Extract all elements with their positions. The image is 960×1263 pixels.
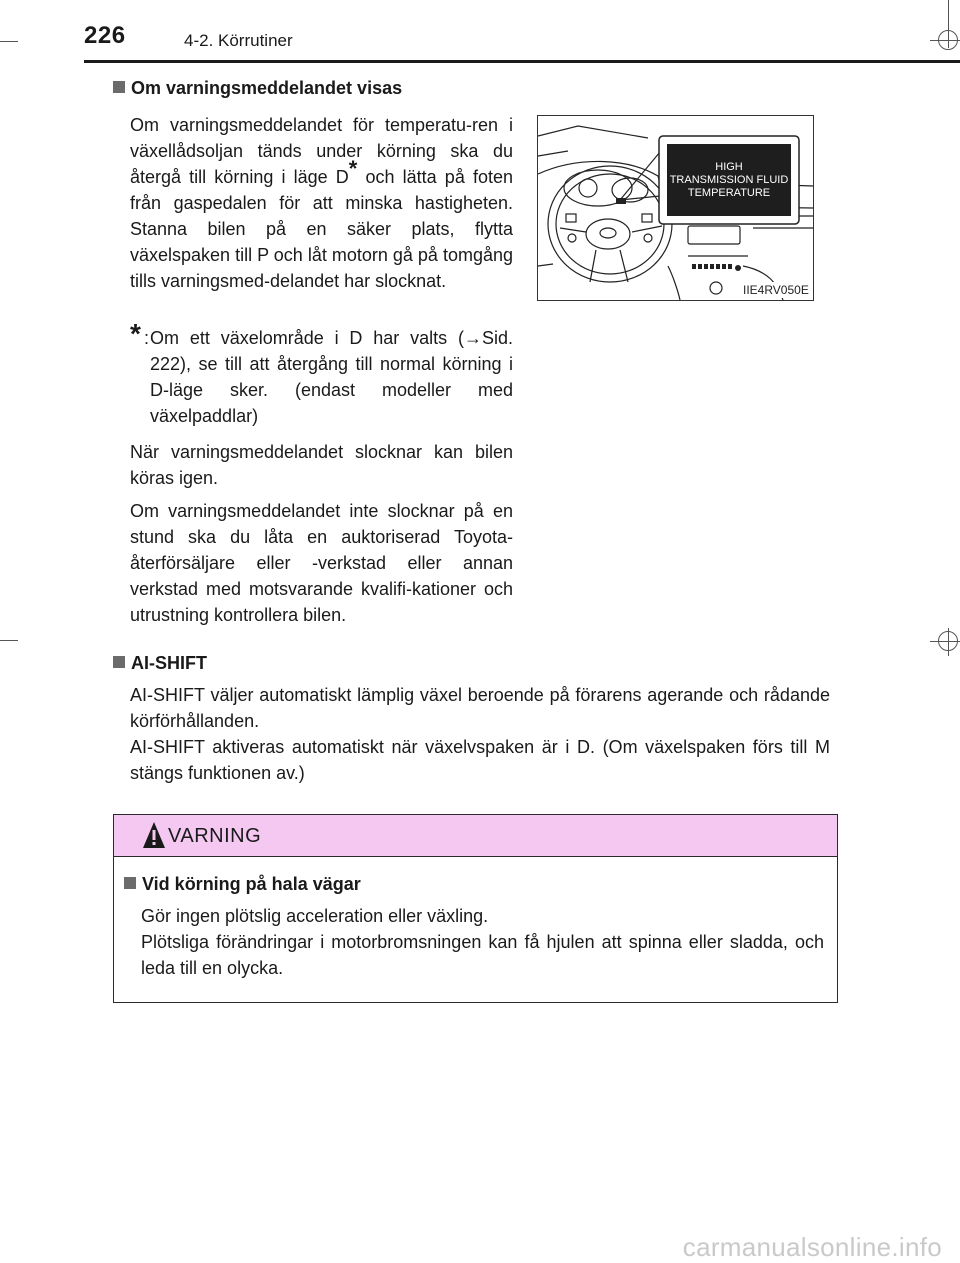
footnote-colon: : — [144, 328, 150, 348]
warning-heading — [124, 874, 361, 895]
footnote-text: Om ett växelområde i D har valts (→Sid. 222), se till att återgång till normal körning i D-läge sker. (endast modeller med växelpaddlar) — [150, 328, 513, 426]
warning-header — [114, 815, 837, 857]
paragraph-text: Om varningsmeddelandet för temperatu-ren i växellådsoljan tänds under körning ska du återgå till körning i läge D — [130, 115, 513, 187]
figure-code: IIE4RV050E — [743, 283, 809, 297]
square-bullet-icon — [113, 81, 125, 93]
windshield-line — [538, 126, 648, 138]
steering-wheel-outer — [548, 166, 672, 282]
display-line-2: TRANSMISSION FLUID — [669, 174, 789, 186]
header-rule — [84, 60, 960, 63]
footnote-reference: * — [348, 156, 358, 181]
paragraph-warning-instructions — [130, 112, 513, 294]
square-bullet-icon — [113, 656, 125, 668]
warning-title: VARNING — [168, 825, 262, 847]
steering-wheel-hub — [586, 219, 630, 249]
warning-triangle-icon — [142, 820, 166, 850]
warning-line-2: Plötsliga förändringar i motorbromsningen kan få hjulen att spinna eller sladda, och leda till en olycka. — [141, 932, 824, 978]
dashboard-drawing — [538, 116, 813, 300]
section-heading-warning-message — [113, 78, 402, 99]
paragraph-contact-dealer: Om varningsmeddelandet inte slocknar på en stund ska du låta en auktoriserad Toyota-återförsäljare eller -verkstad eller annan verkstad med motsvarande kvalifi-kationer och utrustning kontrollera bilen. — [130, 501, 513, 625]
paragraph-ai-shift-1: AI-SHIFT väljer automatiskt lämplig växel beroende på förarens agerande och rådande körförhållanden. — [130, 685, 830, 731]
footnote-asterisk: * — [130, 318, 141, 349]
square-bullet-icon — [124, 877, 136, 889]
center-console — [688, 226, 740, 244]
crop-mark-top-left — [0, 41, 18, 42]
crop-mark-mid-left — [0, 640, 18, 641]
warning-body — [141, 903, 824, 981]
page-number: 226 — [84, 22, 126, 49]
paragraph-message-off: När varningsmeddelandet slocknar kan bilen köras igen. — [130, 442, 513, 488]
display-line-3: TEMPERATURE — [687, 187, 771, 199]
section-heading-ai-shift — [113, 653, 207, 674]
warning-box — [113, 814, 838, 1003]
watermark: carmanualsonline.info — [682, 1232, 942, 1262]
section-heading-text: AI-SHIFT — [131, 653, 207, 673]
paragraph-text: och lätta på foten från gaspedalen för att minska hastigheten. Stanna bilen på en säker plats, flytta växelspaken till P och låt motorn gå på tomgång tills varningsmed-delandet har slocknat. — [130, 167, 514, 291]
section-title: 4-2. Körrutiner — [184, 31, 293, 50]
section-heading-text: Om varningsmeddelandet visas — [131, 78, 403, 98]
display-line-1: HIGH — [715, 161, 743, 173]
paragraph-ai-shift-2: AI-SHIFT aktiveras automatiskt när växelvspaken är i D. (Om växelspaken förs till M stängs funktionen av.) — [130, 737, 830, 783]
warning-heading-text: Vid körning på hala vägar — [142, 874, 361, 894]
crop-mark-top-right-circle — [938, 30, 958, 50]
crop-mark-mid-right-circle — [938, 631, 958, 651]
warning-line-1: Gör ingen plötslig acceleration eller växling. — [141, 906, 489, 926]
dashboard-illustration — [537, 115, 814, 301]
